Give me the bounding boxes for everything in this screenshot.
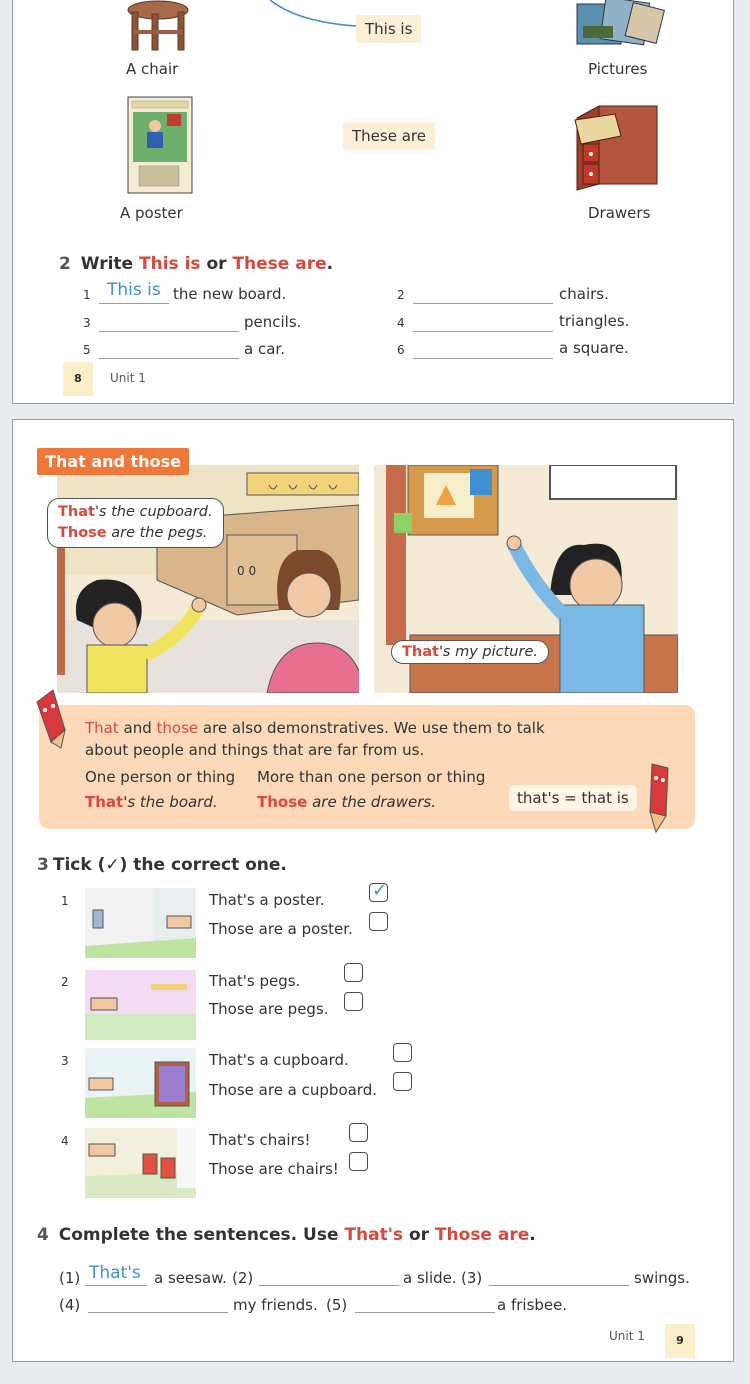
option-text: Those are chairs! xyxy=(209,1160,339,1178)
answer-field[interactable] xyxy=(99,331,239,332)
pencil-mascot-icon xyxy=(638,760,678,835)
checkbox[interactable] xyxy=(349,1152,368,1171)
exercise-3-thumb xyxy=(85,970,196,1040)
answer-field[interactable]: That's xyxy=(89,1263,141,1283)
option-text: Those are a poster. xyxy=(209,920,353,938)
drawers-label: Drawers xyxy=(588,204,651,222)
checkbox[interactable]: ✓ xyxy=(369,883,388,902)
answer-field[interactable] xyxy=(489,1285,629,1286)
answer-field[interactable] xyxy=(413,303,553,304)
answer-field[interactable] xyxy=(413,331,553,332)
grammar-explanation: That and those are also demonstratives. We use them to talk about people and things that are far from us. xyxy=(85,719,545,759)
grammar-col1-example: That's the board. xyxy=(85,793,218,811)
match-line xyxy=(268,0,358,30)
answer-field[interactable] xyxy=(99,358,239,359)
option-text: That's a cupboard. xyxy=(209,1051,349,1069)
answer-field[interactable] xyxy=(413,358,553,359)
checkbox[interactable] xyxy=(344,992,363,1011)
grammar-col2-head: More than one person or thing xyxy=(257,768,486,786)
answer-field[interactable] xyxy=(88,1312,228,1313)
speech-bubble-cupboard: That's the cupboard. Those are the pegs. xyxy=(47,498,224,548)
answer-field[interactable]: This is xyxy=(107,280,161,300)
exercise-3-thumb xyxy=(85,888,196,958)
poster-picture xyxy=(127,96,193,194)
these-are-box: These are xyxy=(343,122,435,150)
chair-label: A chair xyxy=(126,60,179,78)
exercise-2-heading: 2 Write This is or These are. xyxy=(59,254,334,274)
grammar-box xyxy=(39,705,695,829)
option-text: That's a poster. xyxy=(209,891,325,909)
pencil-mascot-icon xyxy=(31,682,67,752)
option-text: That's chairs! xyxy=(209,1131,311,1149)
checkbox[interactable] xyxy=(393,1072,412,1091)
grammar-col1-head: One person or thing xyxy=(85,768,236,786)
exercise-3-thumb xyxy=(85,1128,196,1198)
poster-label: A poster xyxy=(120,204,183,222)
checkbox[interactable] xyxy=(349,1123,368,1142)
exercise-3-heading: 3 Tick (✓) the correct one. xyxy=(37,855,287,875)
option-text: That's pegs. xyxy=(209,972,301,990)
svg-text:0 0: 0 0 xyxy=(237,564,257,578)
option-text: Those are a cupboard. xyxy=(209,1081,378,1099)
workbook-page-9: 0 0 That and those That's the cupboard. Those are the pegs. That's my picture. That and those are also demonstratives. We use them to talk about people and things that are far from us. One person or thing More than one person or thing That's the board. Those are the drawers. that's = that is 3 Tick (✓) the correct one. 1 That's a poster. ✓ Those are a poster. 2 That's pegs. Those are pegs. 3 That's a cupboard. Those are a cupboard. 4 That's chairs! Those are chairs! 4 Complete the sentences. Use That's or Those are. (1) That's a seesaw. (2) a slide. (3) swings. (4) my friends. (5) a frisbee. Unit 1 9 xyxy=(12,419,734,1362)
checkbox[interactable] xyxy=(344,963,363,982)
workbook-page-8: A chair This is These are Pictures A poster Drawers 2 Write This is or These are. 1 This is the new board. 2 chairs. 3 pencils. 4 triangles. 5 a car. 6 a square. 8 Unit 1 xyxy=(12,0,734,404)
section-tag: That and those xyxy=(37,448,189,475)
drawers-picture xyxy=(573,100,663,195)
this-is-box: This is xyxy=(356,15,421,43)
contraction-note: that's = that is xyxy=(509,785,637,811)
speech-bubble-picture: That's my picture. xyxy=(391,640,549,664)
page-number: 9 xyxy=(665,1324,695,1358)
exercise-3-thumb xyxy=(85,1048,196,1118)
checkbox[interactable] xyxy=(369,912,388,931)
pictures-label: Pictures xyxy=(588,60,648,78)
checkbox[interactable] xyxy=(393,1043,412,1062)
page-number: 8 xyxy=(63,362,93,396)
answer-field[interactable] xyxy=(355,1312,495,1313)
unit-label: Unit 1 xyxy=(609,1329,645,1343)
exercise-4-heading: 4 Complete the sentences. Use That's or Those are. xyxy=(37,1225,536,1245)
grammar-col2-example: Those are the drawers. xyxy=(257,793,436,811)
chair-picture xyxy=(118,0,198,55)
pictures-picture xyxy=(573,0,668,50)
option-text: Those are pegs. xyxy=(209,1000,329,1018)
answer-field[interactable] xyxy=(259,1285,399,1286)
unit-label: Unit 1 xyxy=(110,371,146,385)
